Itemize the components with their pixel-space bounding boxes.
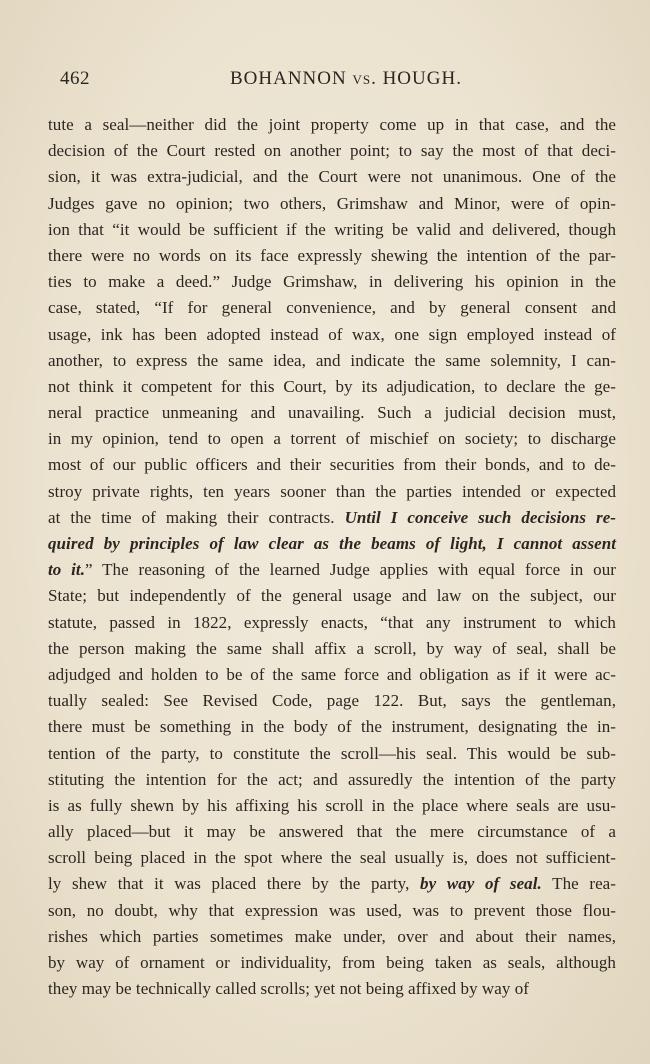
text-segment: there were no words on its face expressly shewing the intention of the par- xyxy=(48,245,616,265)
text-line xyxy=(48,452,616,478)
text-segment: another, to express the same idea, and indicate the same solemnity, I can- xyxy=(48,350,616,370)
text-segment: decision of the Court rested on another point; to say the most of that deci- xyxy=(48,141,616,161)
text-segment: the person making the same shall affix a scroll, by way of seal, shall be xyxy=(48,638,616,658)
text-line xyxy=(48,400,616,426)
text-line xyxy=(48,793,616,819)
text-segment: rishes which parties sometimes make under, over and about their names, xyxy=(48,926,616,946)
text-segment: stituting the intention for the act; and assuredly the intention of the party xyxy=(48,769,616,789)
text-line xyxy=(48,112,616,138)
text-segment: tually sealed: See Revised Code, page 122. But, says the gentleman, xyxy=(48,691,616,711)
text-segment: case, stated, “If for general convenience, and by general consent and xyxy=(48,298,616,318)
text-segment: ” The reasoning of the learned Judge applies with equal force in our xyxy=(85,560,616,580)
page-number: 462 xyxy=(60,68,90,89)
body-text xyxy=(48,112,616,1002)
text-segment: they may be technically called scrolls; yet not being affixed by way of xyxy=(48,979,529,999)
text-segment: is as fully shewn by his affixing his scroll in the place where seals are usu- xyxy=(48,795,616,815)
text-segment: at the time of making their contracts. xyxy=(48,507,345,527)
text-line xyxy=(48,322,616,348)
text-line xyxy=(48,950,616,976)
text-line xyxy=(48,479,616,505)
text-line xyxy=(48,688,616,714)
italic-text: Until I conceive such decisions re- xyxy=(344,507,616,527)
text-segment: most of our public officers and their securities from their bonds, and to de- xyxy=(48,455,616,475)
text-line xyxy=(48,662,616,688)
text-line xyxy=(48,871,616,897)
text-line xyxy=(48,741,616,767)
text-segment: adjudged and holden to be of the same force and obligation as if it were ac- xyxy=(48,664,616,684)
text-segment: tention of the party, to constitute the scroll—his seal. This would be sub- xyxy=(48,743,616,763)
text-line xyxy=(48,636,616,662)
text-segment: there must be something in the body of the instrument, designating the in- xyxy=(48,717,616,737)
text-segment: not think it competent for this Court, by its adjudication, to declare the ge- xyxy=(48,376,616,396)
text-line xyxy=(48,583,616,609)
text-line xyxy=(48,610,616,636)
text-segment: ly shew that it was placed there by the party, xyxy=(48,874,421,894)
text-segment: usage, ink has been adopted instead of wax, one sign employed instead of xyxy=(48,324,616,344)
text-line xyxy=(48,976,616,1002)
text-line xyxy=(48,243,616,269)
text-line xyxy=(48,269,616,295)
text-line xyxy=(48,295,616,321)
text-segment: in my opinion, tend to open a torrent of mischief on society; to discharge xyxy=(48,429,616,449)
text-line xyxy=(48,217,616,243)
text-line xyxy=(48,714,616,740)
italic-text: quired by principles of law clear as the beams of light, I cannot assent xyxy=(48,534,616,553)
text-line xyxy=(48,164,616,190)
text-line xyxy=(48,557,616,583)
italic-text: to it. xyxy=(48,560,85,580)
text-segment: statute, passed in 1822, expressly enacts, “that any instrument to which xyxy=(48,612,616,632)
text-line xyxy=(48,374,616,400)
text-line xyxy=(48,898,616,924)
running-title: BOHANNON vs. HOUGH. xyxy=(230,68,462,89)
text-line xyxy=(48,138,616,164)
text-segment: ally placed—but it may be answered that the mere circumstance of a xyxy=(48,822,616,842)
text-segment: by way of ornament or individuality, from being taken as seals, although xyxy=(48,953,616,972)
text-segment: sion, it was extra-judicial, and the Court were not unanimous. One of the xyxy=(48,167,616,187)
text-line xyxy=(48,819,616,845)
page-header xyxy=(60,68,606,98)
italic-text: by way of seal. xyxy=(420,874,542,894)
text-line xyxy=(48,531,616,557)
text-segment: Judges gave no opinion; two others, Grimshaw and Minor, were of opin- xyxy=(48,193,616,213)
text-segment: scroll being placed in the spot where the seal usually is, does not sufficient- xyxy=(48,848,616,868)
text-line xyxy=(48,348,616,374)
text-segment: State; but independently of the general usage and law on the subject, our xyxy=(48,586,616,606)
text-line xyxy=(48,767,616,793)
text-segment: The rea- xyxy=(541,874,616,894)
text-line xyxy=(48,924,616,950)
text-line xyxy=(48,191,616,217)
text-segment: ties to make a deed.” Judge Grimshaw, in delivering his opinion in the xyxy=(48,272,616,292)
text-line xyxy=(48,505,616,531)
text-segment: neral practice unmeaning and unavailing. Such a judicial decision must, xyxy=(48,403,616,423)
text-line xyxy=(48,845,616,871)
text-segment: tute a seal—neither did the joint property come up in that case, and the xyxy=(48,115,616,134)
text-segment: son, no doubt, why that expression was used, was to prevent those flou- xyxy=(48,900,616,920)
text-segment: ion that “it would be sufficient if the writing be valid and delivered, though xyxy=(48,219,616,239)
text-line xyxy=(48,426,616,452)
text-segment: stroy private rights, ten years sooner than the parties intended or expected xyxy=(48,481,616,501)
